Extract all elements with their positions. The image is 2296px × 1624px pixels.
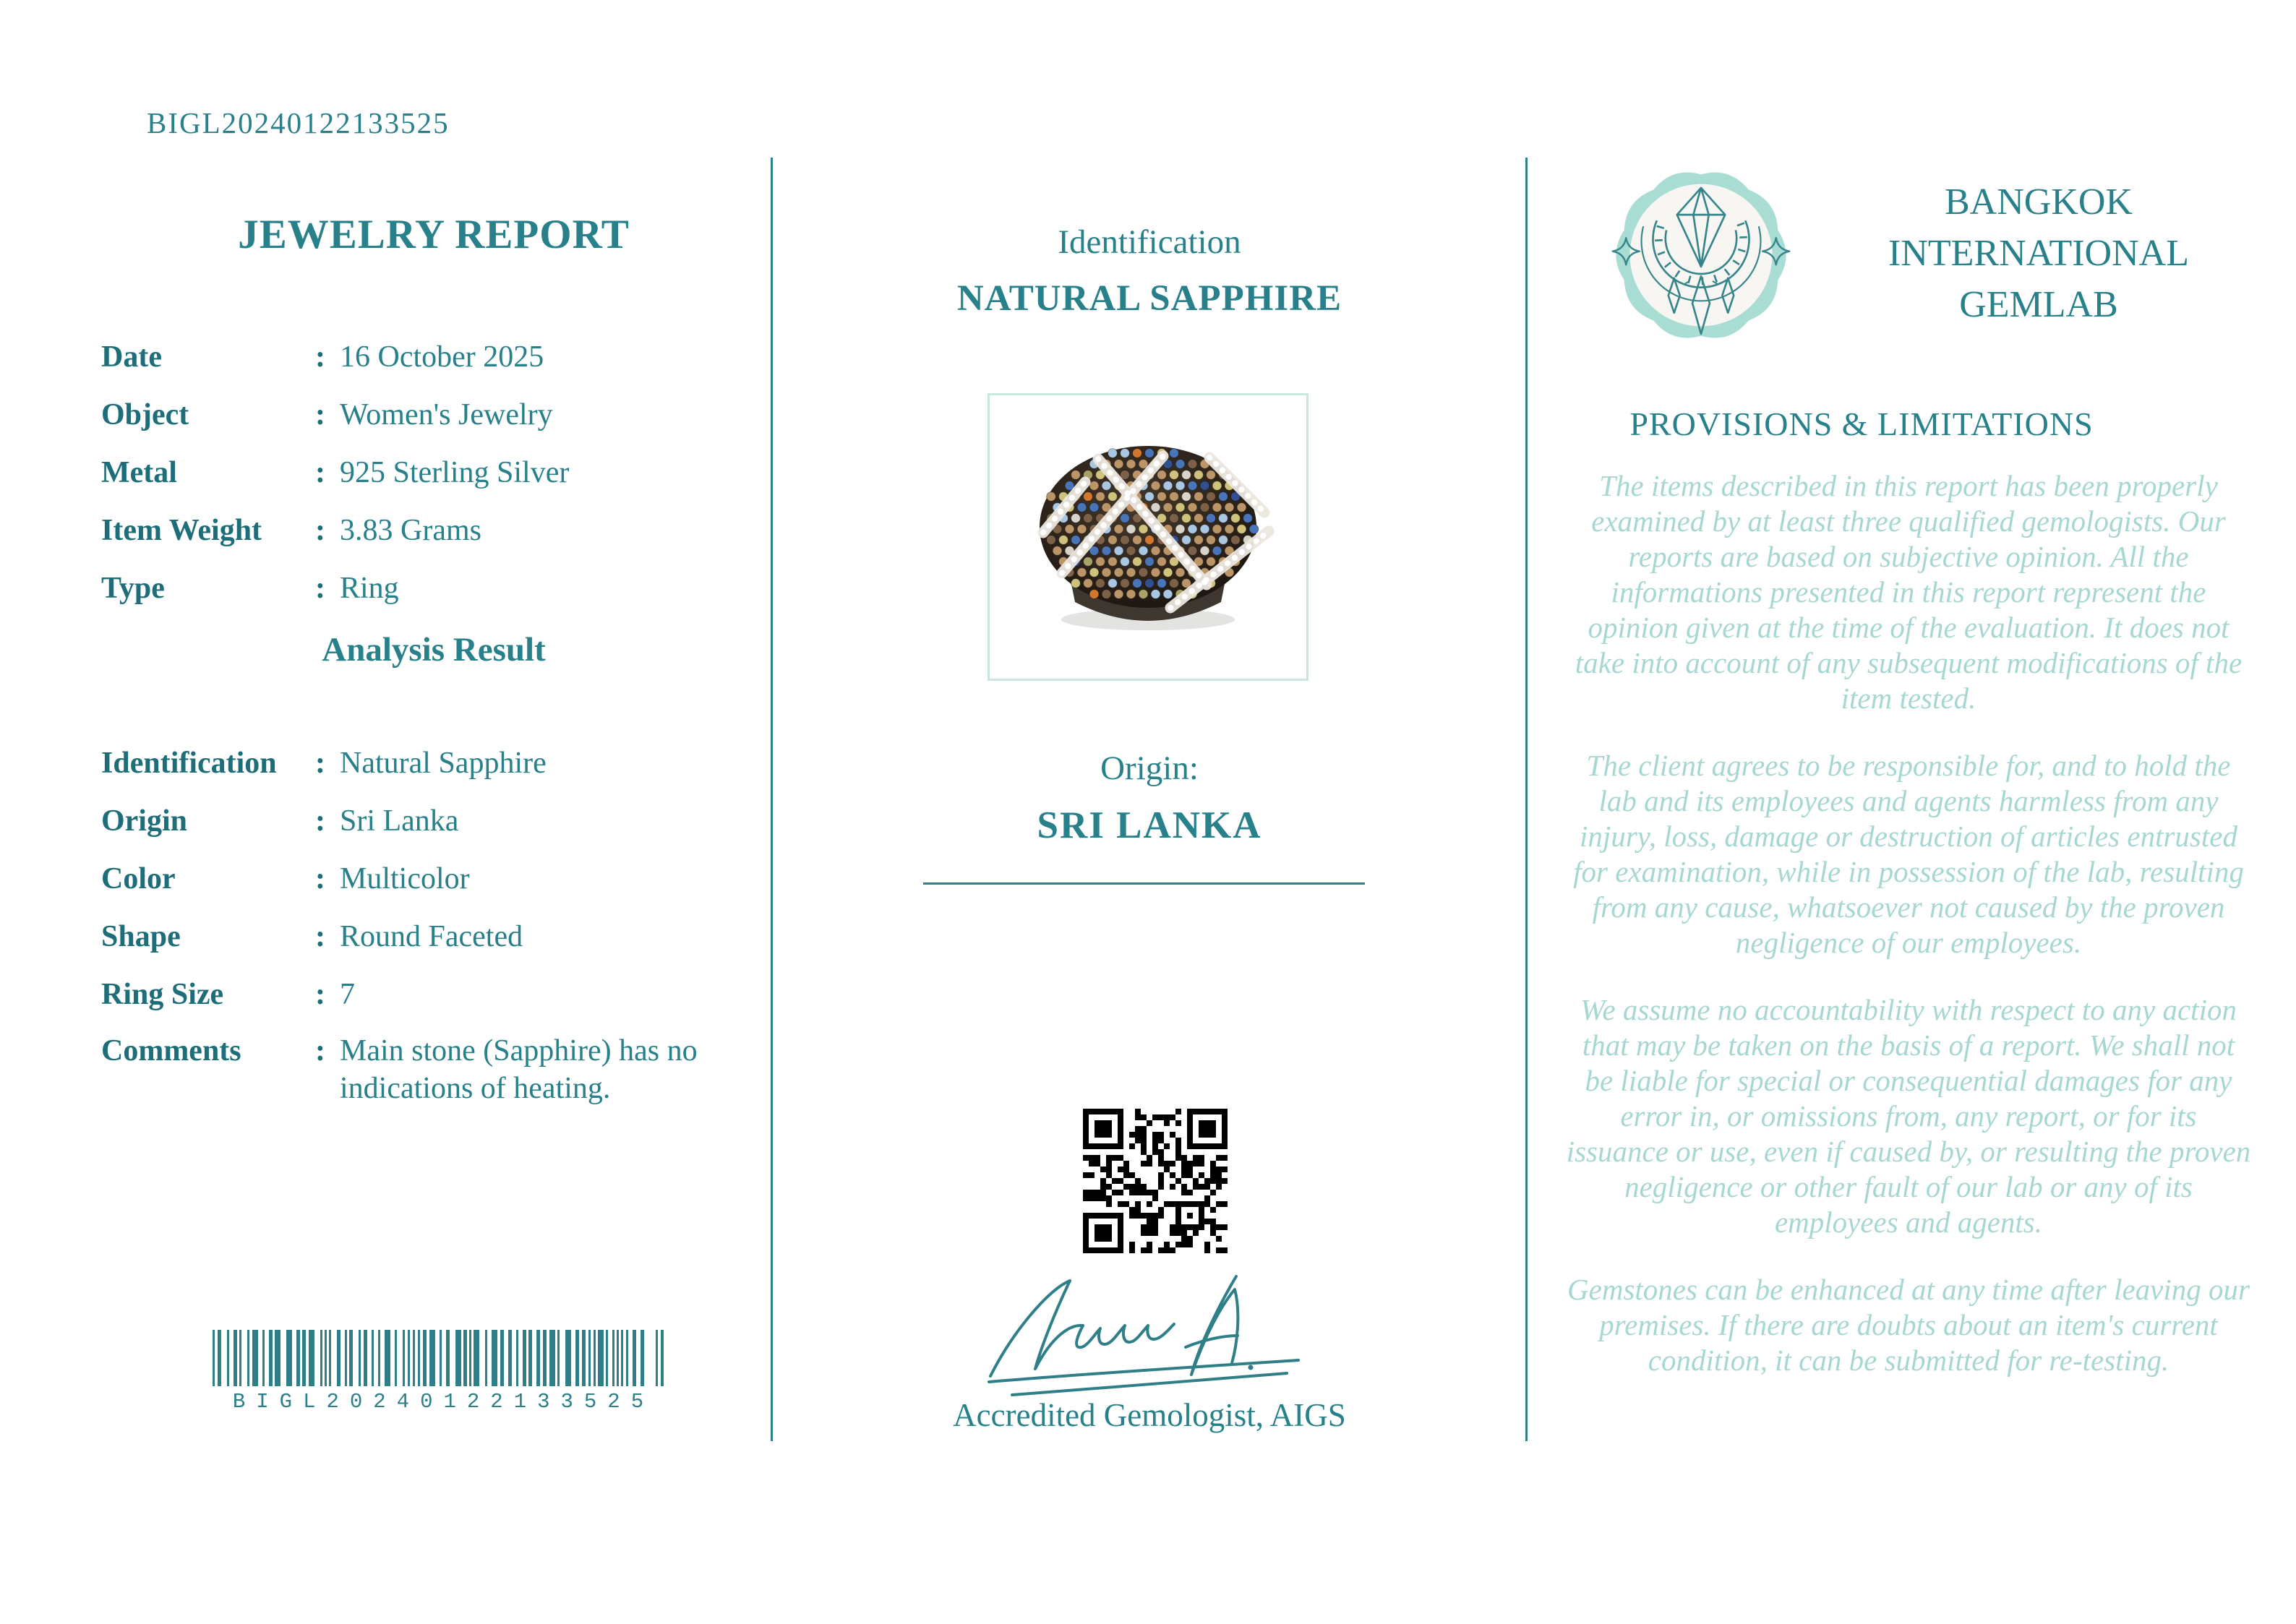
row-colon: : <box>315 398 325 431</box>
lab-name-line-1: BANGKOK <box>1945 181 2133 223</box>
row-value: Women's Jewelry <box>340 398 553 431</box>
row-colon: : <box>315 920 325 953</box>
gemlab-badge-icon <box>1605 159 1797 351</box>
row-colon: : <box>315 572 325 605</box>
row-label: Object <box>101 398 189 431</box>
row-colon: : <box>315 747 325 780</box>
origin-value: SRI LANKA <box>1037 804 1262 846</box>
provisions-paragraph-1: The items described in this report has been properly examined by at least three qualified gemologists. Our reports are based on subjective opinion. All the informations presented in this report represent the opinion given at the time of the evaluation. It does not take into account of any subsequent modifications of the item tested. <box>1575 469 2243 715</box>
provisions-title: PROVISIONS & LIMITATIONS <box>1629 405 2094 442</box>
provisions-paragraph-2: The client agrees to be responsible for, and to hold the lab and its employees and agents harmless from any injury, loss, damage or destruction of articles entrusted for examination, while in possession of the lab, resulting from any cause, whatsoever not caused by the proven negligence of our employees. <box>1573 749 2244 959</box>
row-colon: : <box>315 340 325 374</box>
lab-name-line-3: GEMLAB <box>1959 284 2118 325</box>
row-label: Item Weight <box>101 514 262 547</box>
row-label: Metal <box>101 456 177 489</box>
column-divider-right <box>1525 158 1528 1441</box>
row-value: Main stone (Sapphire) has no indications of heating. <box>340 1034 698 1105</box>
row-value: 3.83 Grams <box>340 514 481 547</box>
jewelry-photo-frame <box>988 393 1308 681</box>
row-value: Natural Sapphire <box>340 747 547 780</box>
detail-row-object <box>101 396 755 434</box>
row-label: Identification <box>101 747 277 780</box>
lab-name <box>1802 176 2276 330</box>
analysis-row-origin <box>101 802 755 840</box>
origin-underline <box>923 882 1365 885</box>
identification-value: NATURAL SAPPHIRE <box>956 278 1342 319</box>
provisions-paragraph-3: We assume no accountability with respect to any action that may be taken on the basis of a report. We shall not be liable for special or consequential damages for any error in, or omissions from, any report, or for its issuance or use, even if caused by, or resulting the proven negligence or other fault of our lab or any of its employees and agents. <box>1566 993 2251 1239</box>
analysis-row-color <box>101 860 755 898</box>
provisions-paragraph-4: Gemstones can be enhanced at any time after leaving our premises. If there are doubts about an item's current condition, it can be submitted for re-testing. <box>1567 1273 2250 1377</box>
barcode-image <box>213 1330 664 1386</box>
row-label: Type <box>101 572 165 605</box>
column-divider-left <box>771 158 773 1441</box>
row-value: 16 October 2025 <box>340 340 544 374</box>
qr-code <box>1079 1105 1231 1257</box>
row-label: Ring Size <box>101 978 224 1011</box>
qr-code-image <box>1079 1105 1231 1257</box>
provisions-paragraphs <box>1566 468 2251 1410</box>
row-colon: : <box>315 804 325 838</box>
gemlab-logo-icon <box>1605 159 1797 351</box>
row-label: Color <box>101 862 176 895</box>
row-value: Round Faceted <box>340 920 523 953</box>
row-label: Origin <box>101 804 188 838</box>
origin-label: Origin: <box>1100 749 1199 787</box>
row-value: Sri Lanka <box>340 804 459 838</box>
detail-row-metal <box>101 454 755 491</box>
analysis-row-comments <box>101 1032 755 1107</box>
row-colon: : <box>315 862 325 895</box>
row-label: Comments <box>101 1034 241 1067</box>
analysis-row-shape <box>101 918 755 955</box>
signature-image <box>960 1266 1336 1404</box>
barcode <box>213 1330 664 1414</box>
analysis-result-title: Analysis Result <box>322 631 546 669</box>
lab-name-line-2: INTERNATIONAL <box>1888 233 2189 274</box>
detail-row-type <box>101 570 755 607</box>
row-value: Ring <box>340 572 399 605</box>
gemologist-signature <box>960 1266 1336 1404</box>
report-number: BIGL20240122133525 <box>147 106 450 139</box>
barcode-text: BIGL20240122133525 <box>232 1390 655 1414</box>
row-label: Date <box>101 340 162 374</box>
analysis-row-identification <box>101 744 755 782</box>
row-colon: : <box>315 514 325 547</box>
page-title: JEWELRY REPORT <box>238 212 630 257</box>
row-label: Shape <box>101 920 181 953</box>
row-colon: : <box>315 456 325 489</box>
row-colon: : <box>315 1034 325 1067</box>
signatory-title: Accredited Gemologist, AIGS <box>953 1397 1346 1433</box>
row-value: 925 Sterling Silver <box>340 456 570 489</box>
row-value: Multicolor <box>340 862 470 895</box>
detail-row-item-weight <box>101 512 755 549</box>
analysis-row-ring-size <box>101 976 755 1013</box>
detail-row-date <box>101 338 755 376</box>
identification-section-label: Identification <box>1058 223 1241 261</box>
ring-photo <box>993 398 1303 676</box>
row-value: 7 <box>340 978 355 1011</box>
row-colon: : <box>315 978 325 1011</box>
